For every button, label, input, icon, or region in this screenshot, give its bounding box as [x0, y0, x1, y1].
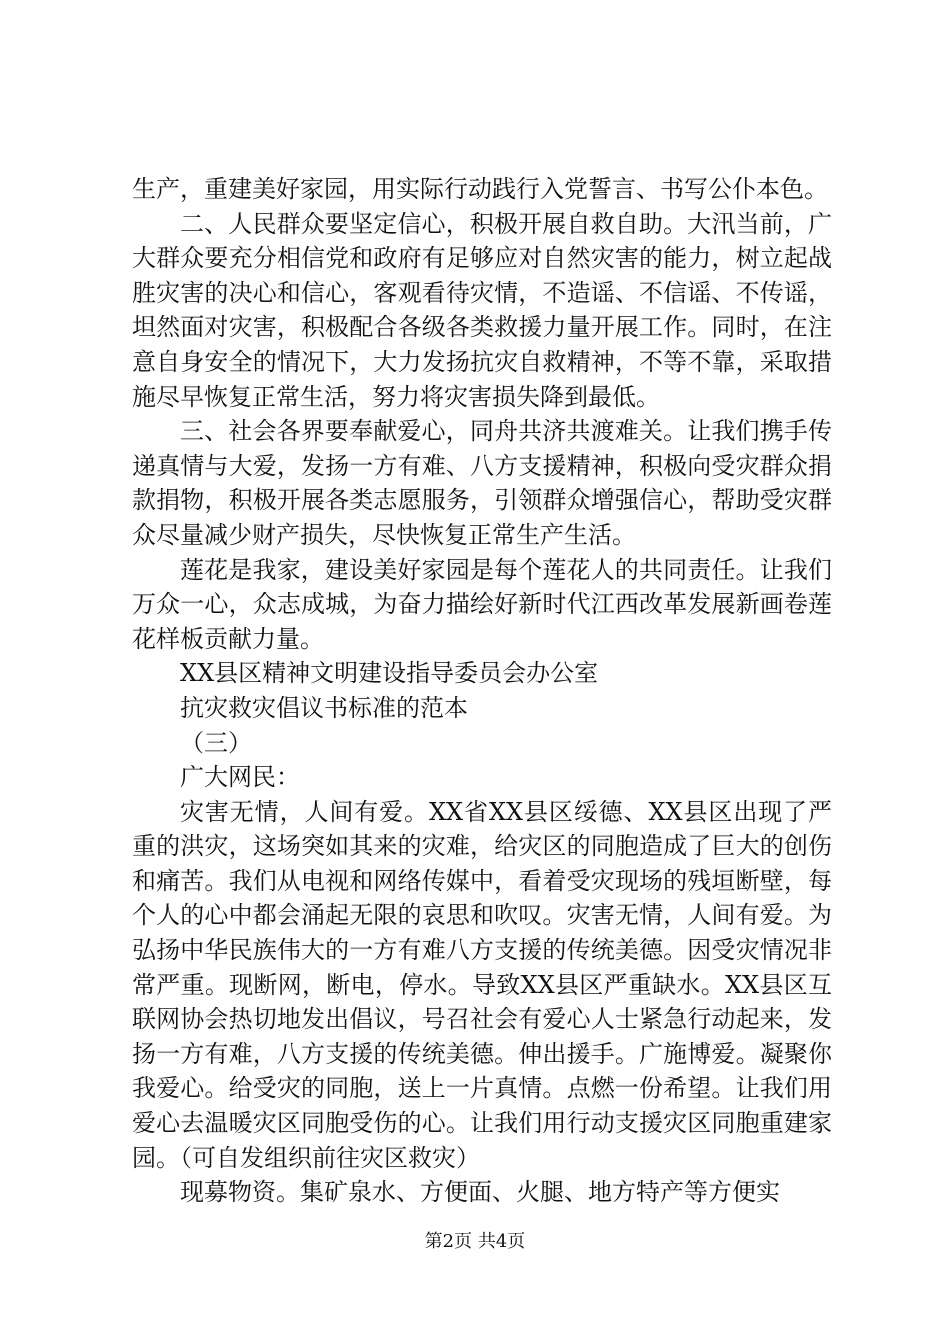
salutation: 广大网民： — [180, 763, 300, 792]
page-footer: 第2页 共4页 — [424, 1231, 526, 1252]
paragraph-closing: 莲花是我家，建设美好家园是每个莲花人的共同责任。让我们万众一心，众志成城，为奋力描绘好新时代江西改革发展新画卷莲花样板贡献力量。 — [132, 555, 832, 653]
paragraph-point-three: 三、社会各界要奉献爱心，同舟共济共渡难关。让我们携手传递真情与大爱，发扬一方有难、八方支援精神，积极向受灾群众捐款捐物，积极开展各类志愿服务，引领群众增强信心，帮助受灾群众尽量减少财产损失，尽快恢复正常生产生活。 — [132, 417, 832, 549]
section-number: （三） — [180, 728, 252, 757]
paragraph-appeal: 灾害无情，人间有爱。XX省XX县区绥德、XX县区出现了严重的洪灾，这场突如其来的灾难，给灾区的同胞造成了巨大的创伤和痛苦。我们从电视和网络传媒中，看着受灾现场的残垣断壁，每个人的心中都会涌起无限的哀思和吹叹。灾害无情，人间有爱。为弘扬中华民族伟大的一方有难八方支援的传统美德。因受灾情况非常严重。现断网，断电，停水。导致XX县区严重缺水。XX县区互联网协会热切地发出倡议，号召社会有爱心人士紧急行动起来，发扬一方有难，八方支援的传统美德。伸出援手。广施博爱。凝聚你我爱心。给受灾的同胞，送上一片真情。点燃一份希望。让我们用爱心去温暖灾区同胞受伤的心。让我们用行动支援灾区同胞重建家园。（可自发组织前往灾区救灾） — [132, 797, 832, 1172]
paragraph-continuation: 生产，重建美好家园，用实际行动践行入党誓言、书写公仆本色。 — [132, 175, 828, 203]
signature-office: XX县区精神文明建设指导委员会办公室 — [180, 659, 599, 688]
paragraph-donations: 现募物资。集矿泉水、方便面、火腿、地方特产等方便实 — [180, 1178, 780, 1207]
document-body — [132, 172, 832, 1210]
section-title: 抗灾救灾倡议书标准的范本 — [180, 693, 468, 722]
paragraph-point-two: 二、人民群众要坚定信心，积极开展自救自助。大汛当前，广大群众要充分相信党和政府有足够应对自然灾害的能力，树立起战胜灾害的决心和信心，客观看待灾情，不造谣、不信谣、不传谣，坦然面对灾害，积极配合各级各类救援力量开展工作。同时，在注意自身安全的情况下，大力发扬抗灾自救精神，不等不靠，采取措施尽早恢复正常生活，努力将灾害损失降到最低。 — [132, 209, 832, 411]
